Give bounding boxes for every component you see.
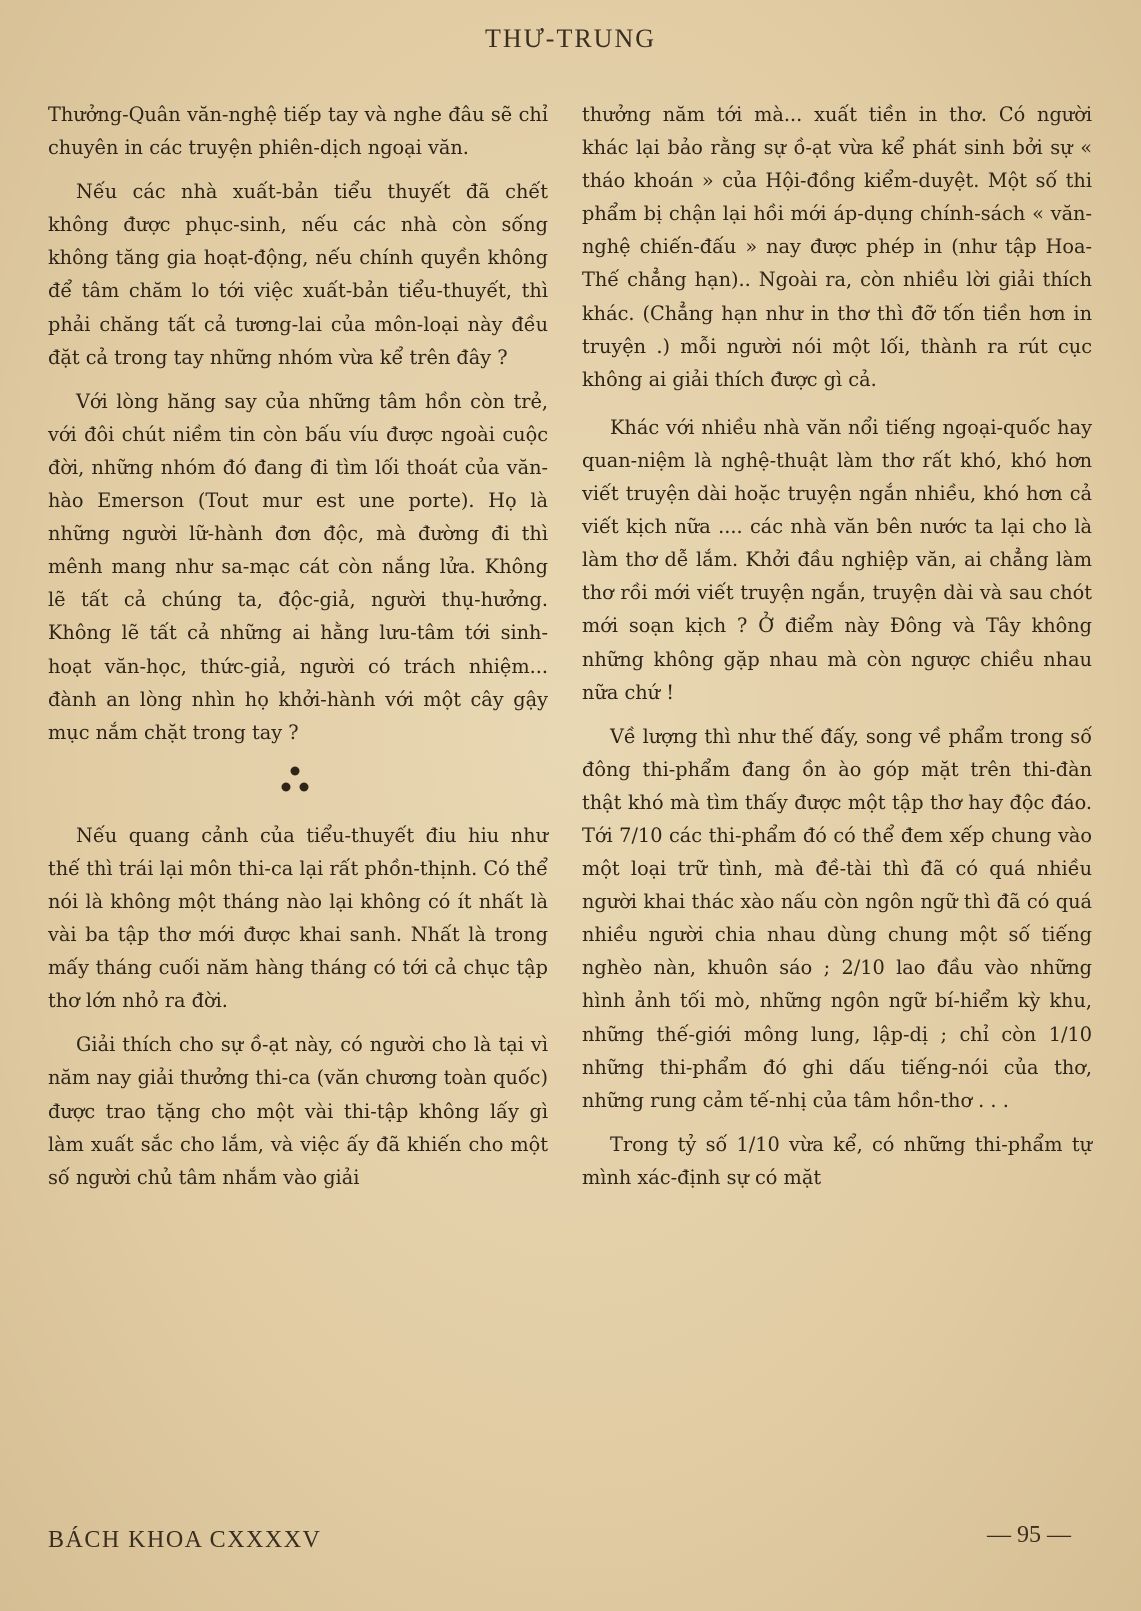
right-paragraph-4: Trong tỷ số 1/10 vừa kể, có những thi-phẩm tự mình xác-định sự có mặt [582, 1132, 1092, 1189]
page-number: — 95 — [987, 1522, 1071, 1548]
left-paragraph-4: Nếu quang cảnh của tiểu-thuyết điu hiu như thế thì trái lại môn thi-ca lại rất phồn-thịnh. Có thể nói là không một tháng nào lại không có ít nhất là vài ba tập thơ mới được khai sanh. Nhất là trong mấy tháng cuối năm hàng tháng có tới cả chục tập thơ lớn nhỏ ra đời. [48, 823, 548, 1013]
right-column [582, 98, 1092, 1194]
right-paragraph-2: Khác với nhiều nhà văn nổi tiếng ngoại-quốc hay quan-niệm là nghệ-thuật làm thơ rất khó, khó hơn viết truyện dài hoặc truyện ngắn nhiều, khó hơn cả viết kịch nữa .... các nhà văn bên nước ta lại cho là làm thơ dễ lắm. Khởi đầu nghiệp văn, ai chẳng làm thơ rồi mới viết truyện ngắn, truyện dài và sau chót mới soạn kịch ? Ở điểm này Đông và Tây không những không gặp nhau mà còn ngược chiều nhau nữa chứ ! [582, 415, 1092, 704]
left-column [48, 98, 548, 1194]
section-divider [48, 749, 548, 819]
right-paragraph-3: Về lượng thì như thế đấy, song về phẩm trong số đông thi-phẩm đang ồn ào góp mặt trên thi-đàn thật khó mà tìm thấy được một tập thơ hay độc đáo. Tới 7/10 các thi-phẩm đó có thể đem xếp chung vào một loại trữ tình, mà đề-tài thì đã có quá nhiều người khai thác xào nấu còn ngôn ngữ thì đã có quá nhiều người chia nhau dùng chung một số tiếng nghèo nàn, khuôn sáo ; 2/10 lao đầu vào những hình ảnh tối mò, những ngôn ngữ bí-hiểm kỳ khu, những thế-giới mông lung, lập-dị ; chỉ còn 1/10 những thi-phẩm đó ghi dấu tiếng-nói của thơ, những rung cảm tế-nhị của tâm hồn-thơ . . . [582, 724, 1092, 1112]
page-header-title: THƯ-TRUNG [484, 24, 657, 53]
right-paragraph-1: thưởng năm tới mà... xuất tiền in thơ. Có người khác lại bảo rằng sự ồ-ạt vừa kể phát sinh bởi sự « tháo khoán » của Hội-đồng kiểm-duyệt. Một số thi phẩm bị chận lại hồi mới áp-dụng chính-sách « văn-nghệ chiến-đấu » nay được phép in (như tập Hoa-Thế chẳng hạn).. Ngoài ra, còn nhiều lời giải thích khác. (Chẳng hạn như in thơ thì đỡ tốn tiền hơn in truyện .) mỗi người nói một lối, thành ra rút cục không ai giải thích được gì cả. [582, 103, 1092, 391]
left-paragraph-1: Thưởng-Quân văn-nghệ tiếp tay và nghe đâu sẽ chỉ chuyên in các truyện phiên-dịch ngoại văn. [48, 103, 548, 160]
left-paragraph-5: Giải thích cho sự ồ-ạt này, có người cho là tại vì năm nay giải thưởng thi-ca (văn chương toàn quốc) được trao tặng cho một vài thi-tập không lấy gì làm xuất sắc cho lắm, và việc ấy đã khiến cho một số người chủ tâm nhắm vào giải [48, 1033, 548, 1189]
left-paragraph-2: Nếu các nhà xuất-bản tiểu thuyết đã chết không được phục-sinh, nếu các nhà còn sống không tăng gia hoạt-động, nếu chính quyền không để tâm chăm lo tới việc xuất-bản tiểu-thuyết, thì phải chăng tất cả tương-lai của môn-loại này đều đặt cả trong tay những nhóm vừa kể trên đây ? [48, 180, 548, 369]
three-dot-asterism-icon [273, 763, 317, 797]
left-paragraph-3: Với lòng hăng say của những tâm hồn còn trẻ, với đôi chút niềm tin còn bấu víu được ngoài cuộc đời, những nhóm đó đang đi tìm lối thoát của văn-hào Emerson (Tout mur est une porte). Họ là những người lữ-hành đơn độc, mà đường đi thì mênh mang như sa-mạc cát còn nắng lửa. Không lẽ tất cả chúng ta, độc-giả, người thụ-hưởng. Không lẽ tất cả những ai hằng lưu-tâm tới sinh-hoạt văn-học, thức-giả, người có trách nhiệm... đành an lòng nhìn họ khởi-hành với một cây gậy mục nắm chặt trong tay ? [48, 389, 548, 744]
publication-footer: BÁCH KHOA CXXXXV [48, 1527, 322, 1553]
